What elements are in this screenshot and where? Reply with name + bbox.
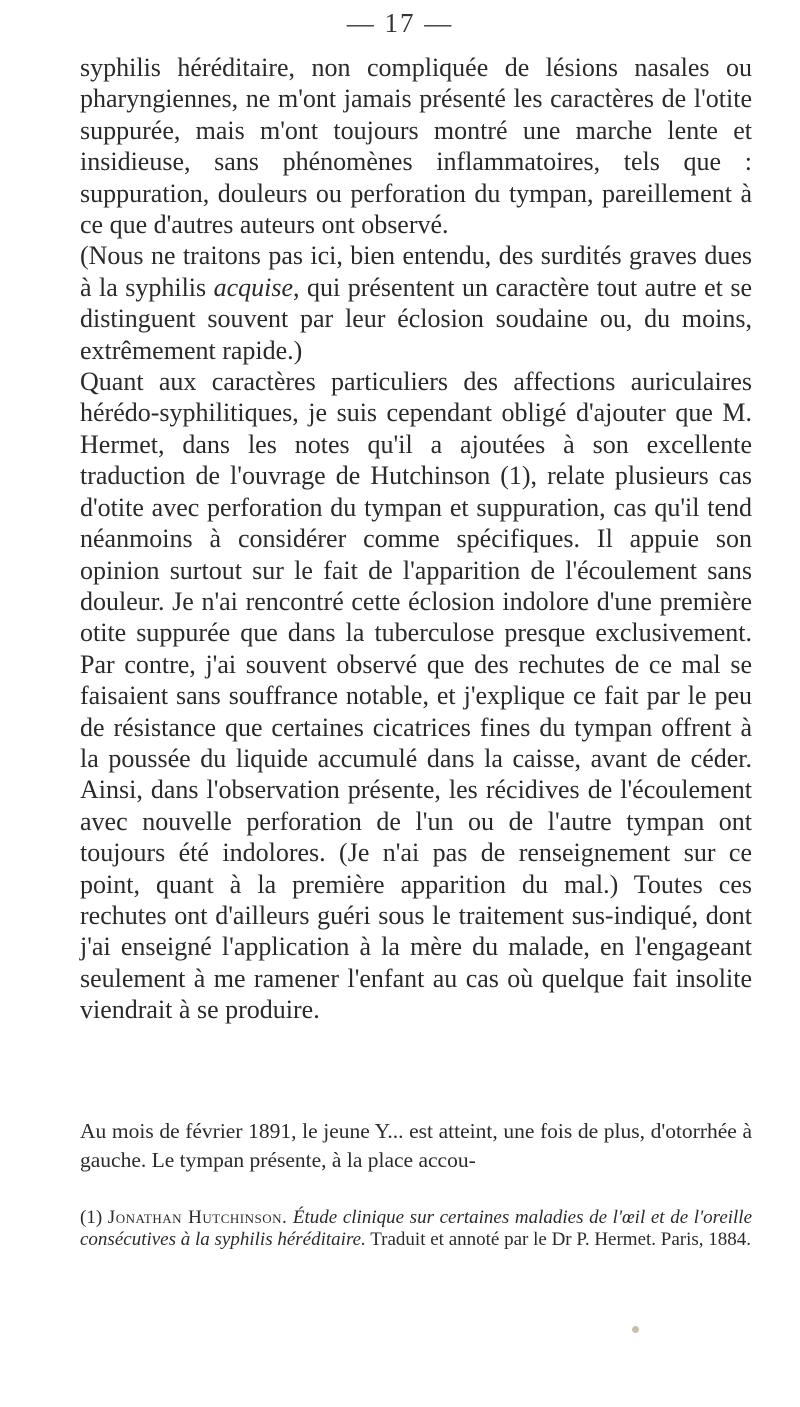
page-number: — 17 — (346, 8, 454, 38)
paper-speck (632, 1326, 639, 1333)
footnote-marker: (1) (80, 1207, 108, 1228)
paragraph-2-part-a: (Nous ne traitons pas ici, bien entendu, des surdités graves dues à la syphilis (80, 241, 752, 302)
case-observation-text (80, 1117, 752, 1175)
footnote (80, 1207, 752, 1251)
paragraph-1: syphilis héréditaire, non compliquée de lésions nasales ou pharyngiennes, ne m'ont jamais présenté les caractères de l'otite suppurée, mais m'ont toujours montré une marche lente et insidieuse, sans phénomènes inflammatoires, tels que : suppuration, douleurs ou perforation du tympan, pareillement à ce que d'autres auteurs ont observé. (80, 53, 752, 240)
footnote-title: Étude clinique sur certaines maladies de l'œil et de l'oreille consécutives à la syphilis héréditaire. (80, 1207, 753, 1250)
main-body-text (80, 52, 752, 1026)
footnote-author: Jonathan Hutchinson. (107, 1207, 288, 1228)
case-paragraph: Au mois de février 1891, le jeune Y... est atteint, une fois de plus, d'otorrhée à gauche. Le tympan présente, à la place accou- (80, 1119, 752, 1172)
footnote-paragraph (80, 1207, 752, 1251)
footnote-publication: Traduit et annoté par le Dr P. Hermet. Paris, 1884. (365, 1229, 752, 1250)
paragraph-2-part-b: , qui présentent un caractère tout autre et se distinguent souvent par leur éclosion soudaine ou, du moins, extrêmement rapide.) (80, 272, 752, 365)
paragraph-2-emphasis: acquise (213, 272, 294, 302)
paragraph-3: Quant aux caractères particuliers des affections auriculaires hérédo-syphilitiques, je suis cependant obligé d'ajouter que M. Hermet, dans les notes qu'il a ajoutées à son excellente traduction de l'ouvrage de Hutchinson (1), relate plusieurs cas d'otite avec perforation du tympan et suppuration, cas qu'il tend néanmoins à considérer comme spécifiques. Il appuie son opinion surtout sur le fait de l'apparition de l'écoulement sans douleur. Je n'ai rencontré cette éclosion indolore d'une première otite suppurée que dans la tuberculose presque exclusivement. Par contre, j'ai souvent observé que des rechutes de ce mal se faisaient sans souffrance notable, et j'explique ce fait par le peu de résistance que certaines cicatrices fines du tympan offrent à la poussée du liquide accumulé dans la caisse, avant de céder. Ainsi, dans l'observation présente, les récidives de l'écoulement avec nouvelle perforation de l'un ou de l'autre tympan ont toujours été indolores. (Je n'ai pas de renseignement sur ce point, quant à la première apparition du mal.) Toutes ces rechutes ont d'ailleurs guéri sous le traitement sus-indiqué, dont j'ai enseigné l'application à la mère du malade, en l'engageant seulement à me ramener l'enfant au cas où quelque fait insolite viendrait à se produire. (80, 367, 752, 1025)
paragraph-2 (80, 240, 752, 366)
